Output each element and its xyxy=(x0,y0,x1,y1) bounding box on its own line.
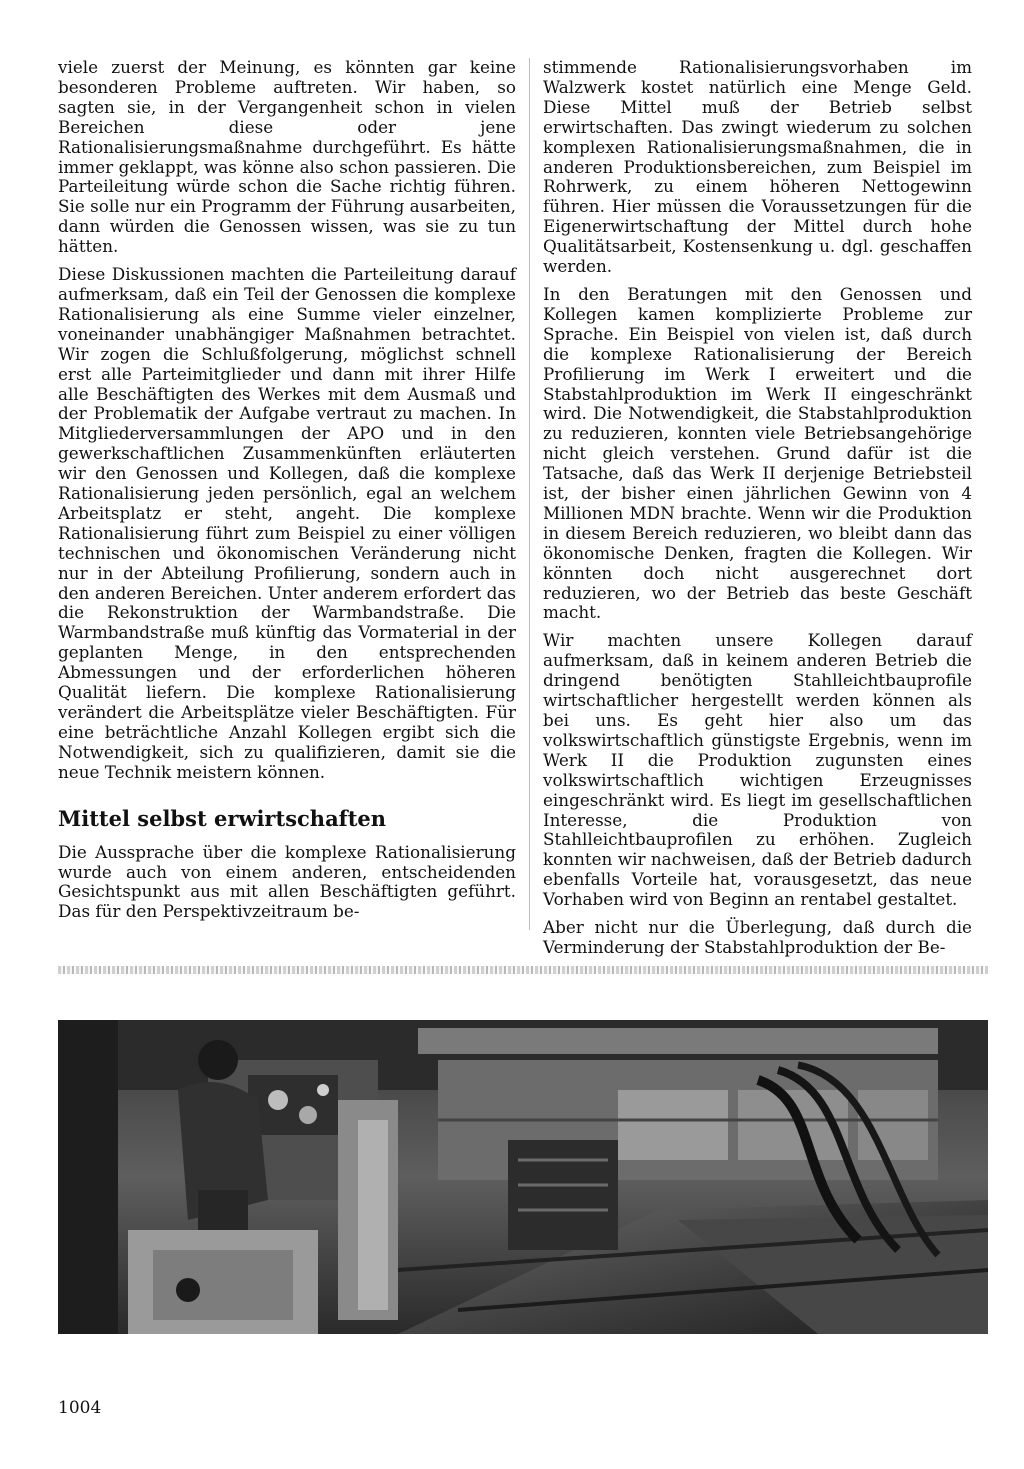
right-paragraph-1: stimmende Rationalisierungsvorhaben im Walzwerk kostet natürlich eine Menge Geld. Diese Mittel muß der Betrieb selbst erwirtschaften. Das zwingt wiederum zu solchen komplexen Rationalisierungsmaßnahmen, die in anderen Produktionsbereichen, zum Beispiel im Rohrwerk, zu einem höheren Nettogewinn führen. Hier müssen die Voraussetzungen für die Eigenerwirtschaftung der Mittel durch hohe Qualitätsarbeit, Kostensenkung u. dgl. geschaffen werden. xyxy=(543,57,972,277)
right-paragraph-4: Aber nicht nur die Überlegung, daß durch die Verminderung der Stabstahlproduktion der Be- xyxy=(543,917,972,957)
left-paragraph-3: Die Aussprache über die komplexe Rationalisierung wurde auch von einem anderen, entscheidenden Gesichtspunkt aus mit allen Beschäftigten geführt. Das für den Perspektivzeitraum be- xyxy=(58,841,516,922)
left-paragraph-1: viele zuerst der Meinung, es könnten gar keine besonderen Probleme auftreten. Wir haben, so sagten sie, in der Vergangenheit schon in vielen Bereichen diese oder jene Rationalisierungsmaßnahme durchgeführt. Es hätte immer geklappt, was könne also schon passieren. Die Parteileitung würde schon die Sache richtig führen. Sie solle nur ein Programm der Führung ausarbeiten, dann würden die Genossen wissen, was sie zu tun hätten. xyxy=(58,57,516,257)
photo-separator-strip xyxy=(58,966,988,974)
factory-control-desk-photo-icon xyxy=(58,1020,988,1334)
column-divider xyxy=(529,58,530,930)
page-number: 1004 xyxy=(58,1398,102,1418)
right-paragraph-3: Wir machten unsere Kollegen darauf aufmerksam, daß in keinem anderen Betrieb die dringend benötigten Stahlleichtbauprofile wirtschaftlicher hergestellt werden können als bei uns. Es geht hier also um das volkswirtschaftlich günstigste Ergebnis, wenn im Werk II die Produktion zugunsten eines volkswirtschaftlich wichtigen Erzeugnisses eingeschränkt wird. Es liegt im gesellschaftlichen Interesse, die Produktion von Stahlleichtbauprofilen zu erhöhen. Zugleich konnten wir nachweisen, daß der Betrieb dadurch ebenfalls Vorteile hat, vorausgesetzt, das neue Vorhaben wird von Beginn an rentabel gestaltet. xyxy=(543,630,972,910)
left-column xyxy=(58,58,516,930)
section-heading: Mittel selbst erwirtschaften xyxy=(58,805,387,831)
factory-photo xyxy=(58,1020,988,1334)
left-paragraph-2: Diese Diskussionen machten die Parteileitung darauf aufmerksam, daß ein Teil der Genossen die komplexe Rationalisierung als eine Summe vieler einzelner, voneinander unabhängiger Maßnahmen betrachtet. Wir zogen die Schlußfolgerung, möglichst schnell erst alle Parteimitglieder und dann mit ihrer Hilfe alle Beschäftigten des Werkes mit dem Ausmaß und der Problematik der Aufgabe vertraut zu machen. In Mitgliederversammlungen der APO und in den gewerkschaftlichen Zusammenkünften erläuterten wir den Genossen und Kollegen, daß die komplexe Rationalisierung jeden persönlich, egal an welchem Arbeitsplatz er steht, angeht. Die komplexe Rationalisierung führt zum Beispiel zu einer völligen technischen und ökonomischen Veränderung nicht nur in der Abteilung Profilierung, sondern auch in den anderen Bereichen. Unter anderem erfordert das die Rekonstruktion der Warmbandstraße. Die Warmbandstraße muß künftig das Vormaterial in der geplanten Menge, in den entsprechenden Abmessungen und der erforderlichen höheren Qualität liefern. Die komplexe Rationalisierung verändert die Arbeitsplätze vieler Beschäftigten. Für eine beträchtliche Anzahl Kollegen ergibt sich die Notwendigkeit, sich zu qualifizieren, damit sie die neue Technik meistern können. xyxy=(58,264,516,782)
right-column xyxy=(543,58,972,966)
right-paragraph-2: In den Beratungen mit den Genossen und Kollegen kamen komplizierte Probleme zur Sprache. Ein Beispiel von vielen ist, daß durch die komplexe Rationalisierung der Bereich Profilierung im Werk I erweitert und die Stabstahlproduktion im Werk II eingeschränkt wird. Die Notwendigkeit, die Stabstahlproduktion zu reduzieren, konnten viele Betriebsangehörige nicht gleich verstehen. Grund dafür ist die Tatsache, daß das Werk II derjenige Betriebsteil ist, der bisher einen jährlichen Gewinn von 4 Millionen MDN brachte. Wenn wir die Produktion in diesem Bereich reduzieren, wo bleibt dann das ökonomische Denken, fragten die Kollegen. Wir könnten doch nicht ausgerechnet dort reduzieren, wo der Betrieb das beste Geschäft macht. xyxy=(543,283,972,623)
